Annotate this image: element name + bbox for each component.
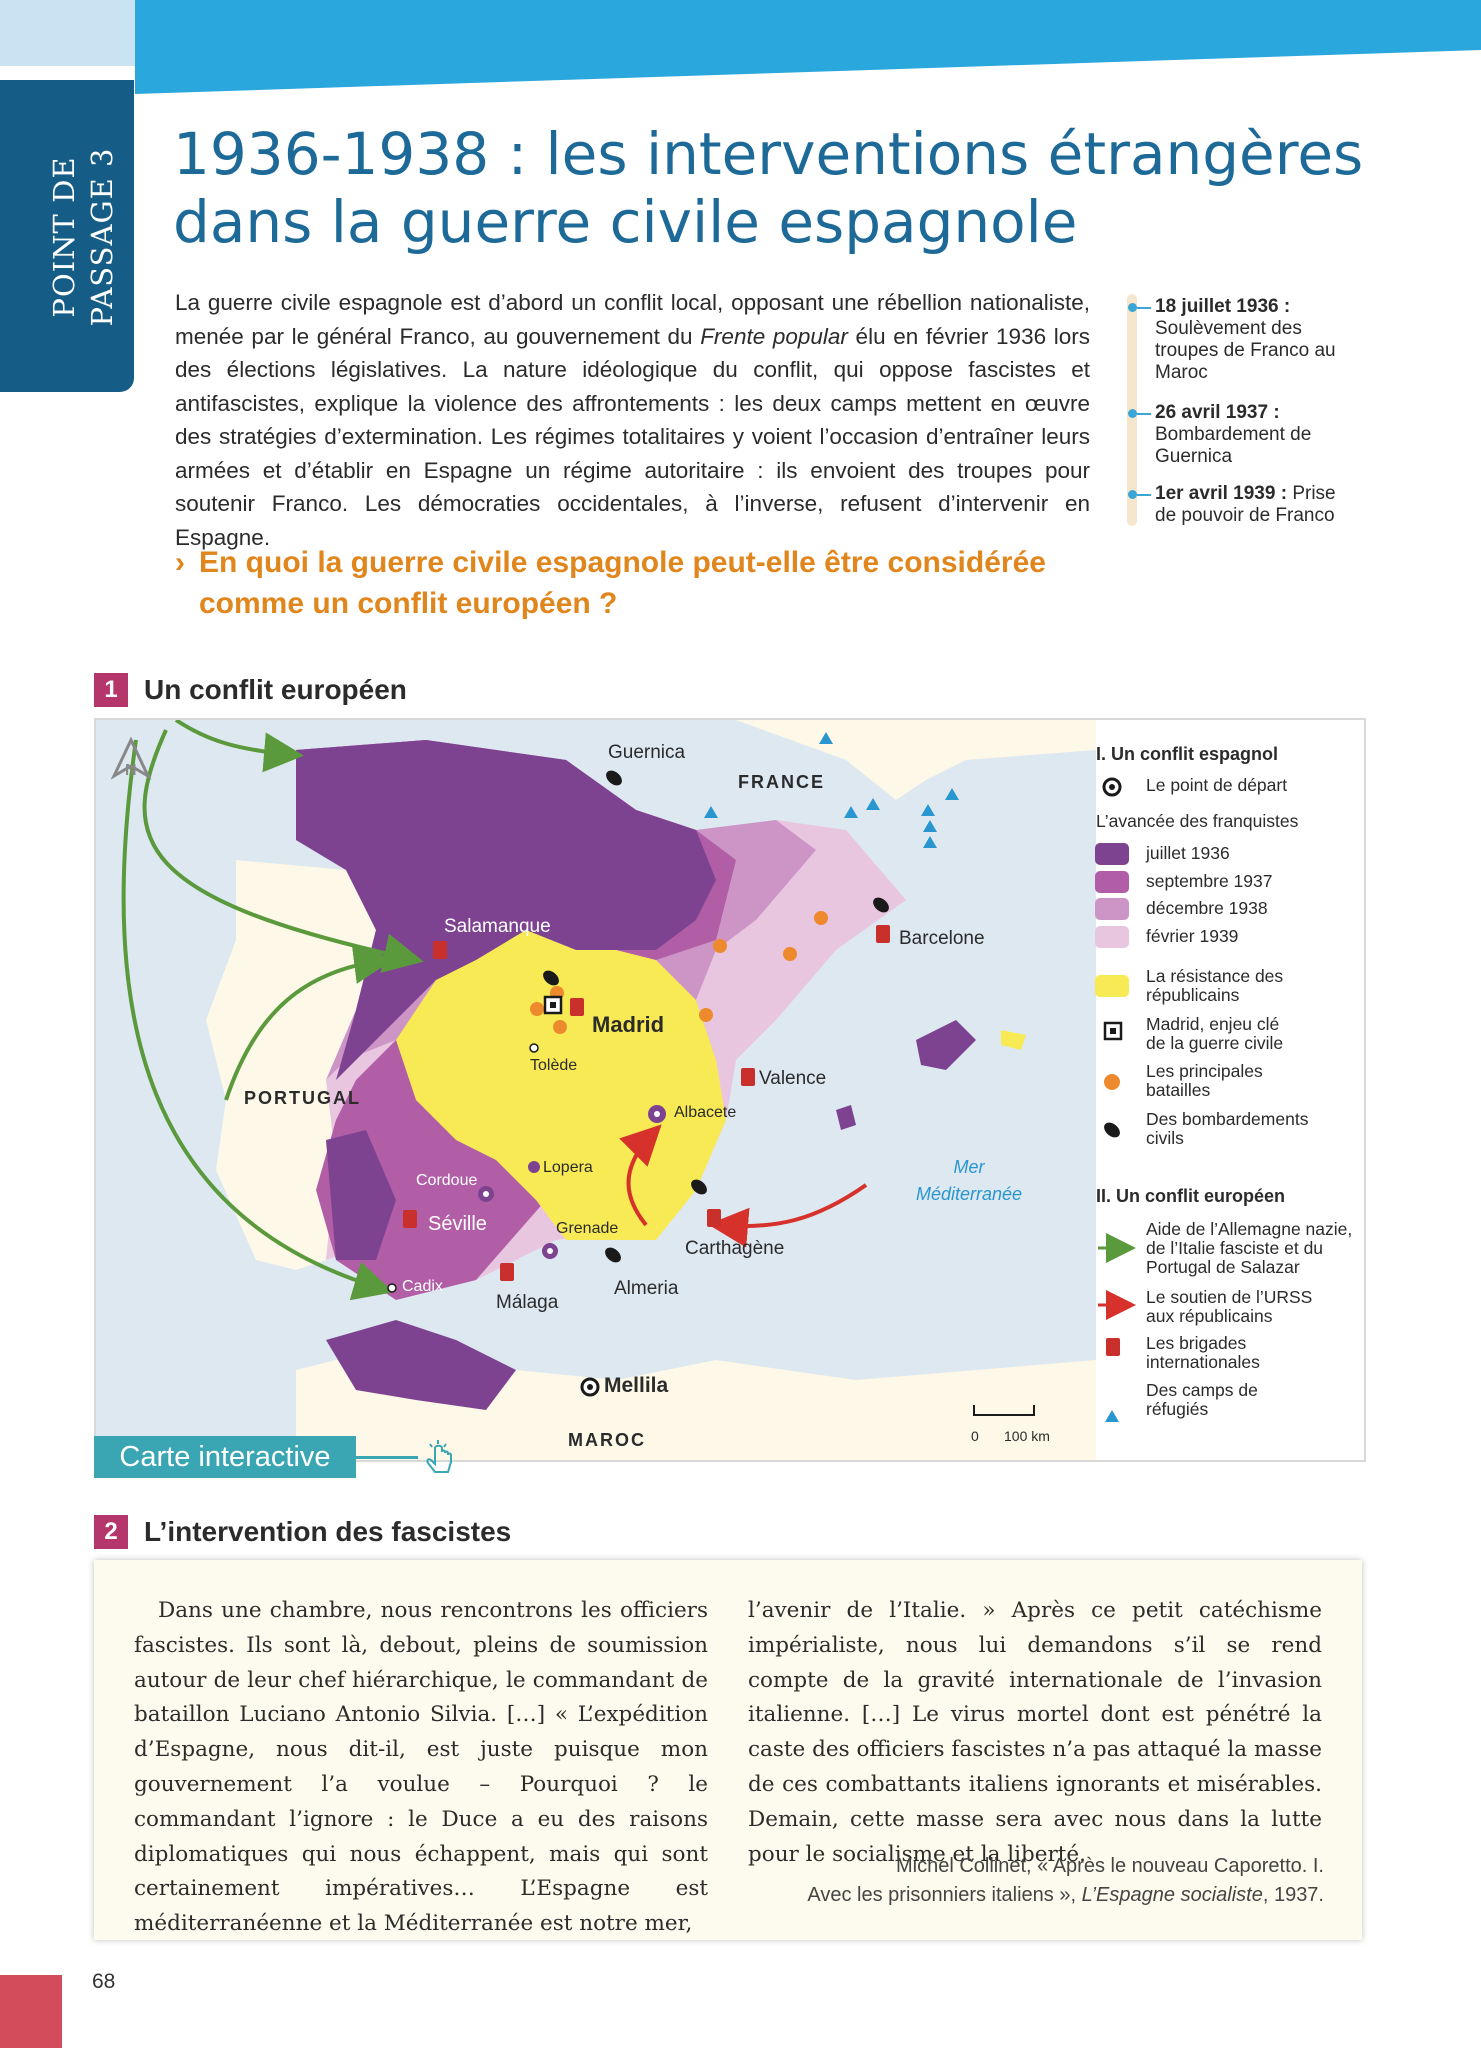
legend-urss: Le soutien de l’URSS aux républicains	[1146, 1287, 1313, 1326]
label-cordoue: Cordoue	[416, 1172, 478, 1189]
legend-start: Le point de départ	[1146, 775, 1288, 795]
label-guernica: Guernica	[608, 742, 686, 763]
label-almeria: Almeria	[614, 1278, 679, 1299]
label-valence: Valence	[759, 1068, 827, 1089]
chevron-right-icon: ›	[175, 546, 185, 579]
page-title: 1936-1938 : les interventions étrangères dans la guerre civile espagnole	[173, 120, 1364, 256]
timeline-tick	[1137, 307, 1151, 309]
legend-camps: Des camps de réfugiés	[1146, 1380, 1258, 1419]
legend-battles: Les principales batailles	[1146, 1061, 1263, 1100]
pointer-hand-icon[interactable]	[420, 1438, 458, 1478]
intro-paragraph	[175, 286, 1090, 554]
swatch-republic	[1095, 975, 1129, 997]
legend-sept1937: septembre 1937	[1146, 871, 1273, 891]
section-number: 1	[94, 673, 128, 707]
timeline-item: 1er avril 1939 : Prise de pouvoir de Franco	[1155, 483, 1336, 526]
legend-brigades: Les brigades internationales	[1146, 1333, 1260, 1372]
timeline-dot	[1128, 490, 1137, 499]
label-lopera: Lopera	[543, 1159, 593, 1176]
section-tab-label: POINT DE PASSAGE 3	[47, 147, 119, 327]
label-mellila: Mellila	[604, 1374, 669, 1397]
legend-heading-2: II. Un conflit européen	[1096, 1186, 1286, 1206]
label-albacete: Albacete	[674, 1104, 737, 1121]
label-seville: Séville	[428, 1213, 487, 1235]
town-dot	[530, 1044, 538, 1052]
quote-column-1: Dans une chambre, nous rencontrons les officiers fascistes. Ils sont là, debout, pleins de soumission autour de leur chef hiérarchique, le commandant de bataillon Luciano Antonio Silvia. […] « L’expédition d’Espagne, nous dit-il, est juste puisque mon gouvernement l’a voulue – Pourquoi ? le commandant l’ignore : le Duce a eu des raisons diplomatiques qui nous échappent, mais qui sont certainement impératives… L’Espagne est méditerranéenne et la Méditerranée est notre mer,	[134, 1598, 708, 1937]
header-band	[0, 0, 1481, 94]
timeline-dot	[1128, 303, 1137, 312]
town-dot	[388, 1284, 396, 1292]
legend-aid: Aide de l’Allemagne nazie, de l’Italie fasciste et du Portugal de Salazar	[1146, 1219, 1353, 1277]
interactive-map-button[interactable]: Carte interactive	[94, 1436, 356, 1478]
interactive-connector	[356, 1456, 418, 1459]
section-title: Un conflit européen	[144, 674, 407, 705]
timeline-item: 26 avril 1937 : Bombardement de Guernica	[1155, 402, 1312, 467]
label-maroc: MAROC	[568, 1430, 646, 1450]
legend-feb1939: février 1939	[1146, 926, 1239, 946]
label-france: FRANCE	[738, 772, 825, 792]
label-grenade: Grenade	[556, 1220, 619, 1237]
label-mer: Mer Méditerranée	[915, 1157, 1023, 1204]
key-question: › En quoi la guerre civile espagnole peut-elle être considérée comme un conflit européen ?	[175, 542, 1115, 624]
timeline-tick	[1137, 413, 1151, 415]
header-band-light	[0, 0, 135, 66]
quote-column-2: l’avenir de l’Italie. » Après ce petit catéchisme impérialiste, nous lui demandons s’il se rend compte de la gravité internationale de l’invasion italienne. […] Le virus mortel dont est pénétré la caste des officiers fascistes n’a pas attaqué la masse de ces combattants italiens ignorants et misérables. Demain, cette masse sera avec nous dans la lutte pour le socialisme et la liberté.	[748, 1598, 1322, 1867]
label-carthagene: Carthagène	[685, 1238, 785, 1259]
label-portugal: PORTUGAL	[244, 1088, 361, 1108]
legend-madrid-key: Madrid, enjeu clé de la guerre civile	[1146, 1014, 1284, 1053]
scale-0: 0	[971, 1428, 979, 1444]
section-number: 2	[94, 1515, 128, 1549]
intro-text-2: élu en février 1936 lors des élections législatives. La nature idéologique du conflit, qui oppose fascistes et antifascistes, explique la violence des affrontements : les deux camps mettent en œuvre des stratégies d’extermination. Les régimes totalitaires y voient l’occasion d’entraîner leurs armées et d’établir en Espagne un régime autoritaire : ils envoient des troupes pour soutenir Franco. Les démocraties occidentales, à l’inverse, refusent d’intervenir en Espagne.	[175, 323, 1090, 550]
timeline-item: 18 juillet 1936 : Soulèvement des troupes de Franco au Maroc	[1155, 296, 1336, 383]
page-number: 68	[92, 1970, 116, 1993]
swatch-july1936	[1095, 843, 1129, 865]
quote-source: Michel Collinet, « Après le nouveau Caporetto. I. Avec les prisonniers italiens », L’Espagne socialiste, 1937.	[807, 1855, 1324, 1906]
legend-heading-1: I. Un conflit espagnol	[1096, 744, 1279, 764]
label-malaga: Málaga	[496, 1292, 559, 1313]
timeline-dot	[1128, 409, 1137, 418]
label-cadix: Cadix	[402, 1278, 443, 1295]
legend-resistance: La résistance des républicains	[1146, 966, 1284, 1005]
swatch-sept1937	[1095, 871, 1129, 893]
swatch-feb1939	[1095, 926, 1129, 948]
label-tolede: Tolède	[530, 1057, 578, 1074]
label-salamanque: Salamanque	[444, 916, 551, 937]
legend-dec1938: décembre 1938	[1146, 898, 1268, 918]
legend-july1936: juillet 1936	[1146, 843, 1230, 863]
label-barcelone: Barcelone	[899, 928, 985, 949]
legend-bombings: Des bombardements civils	[1146, 1109, 1309, 1148]
intro-italic: Frente popular	[700, 323, 848, 349]
page-corner-mark	[0, 1975, 62, 2048]
intro-text-1: La guerre civile espagnole est d’abord un conflit local, opposant une rébellion nationaliste, menée par le général Franco, au gouvernement du	[175, 290, 1090, 349]
timeline-tick	[1137, 494, 1151, 496]
section-title: L’intervention des fascistes	[144, 1516, 512, 1547]
legend-advance: L’avancée des franquistes	[1096, 811, 1299, 831]
town-dot	[528, 1161, 540, 1173]
label-madrid: Madrid	[592, 1012, 665, 1037]
scale-100: 100 km	[1004, 1428, 1050, 1444]
north-label: N	[125, 762, 137, 779]
swatch-dec1938	[1095, 898, 1129, 920]
map	[94, 718, 1366, 1462]
